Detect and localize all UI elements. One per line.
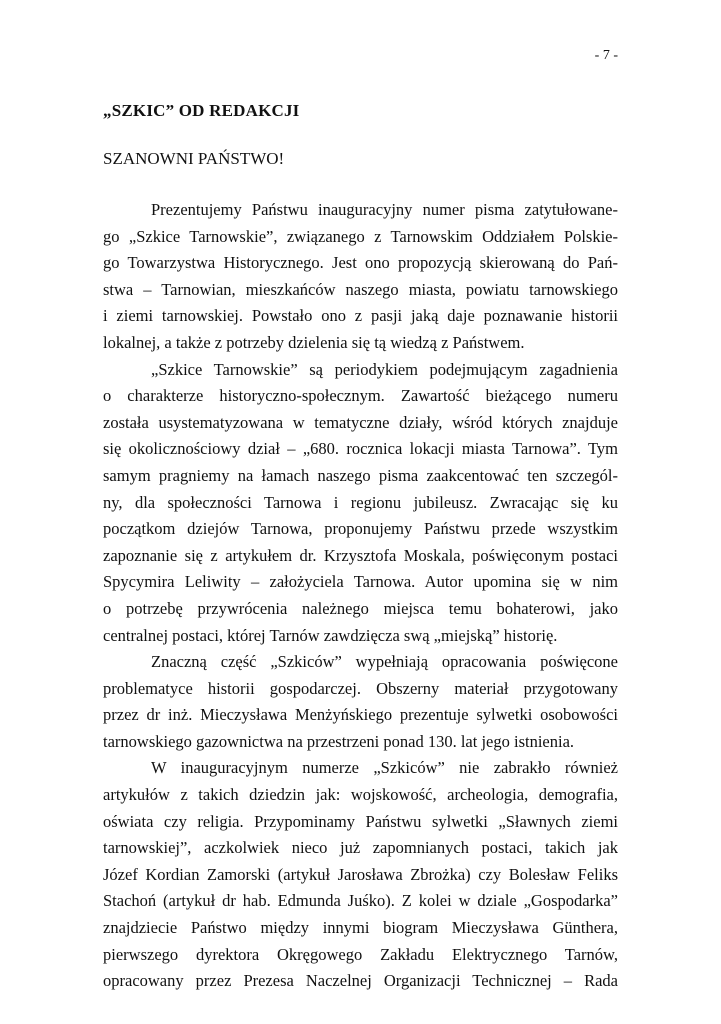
text-line: Józef Kordian Zamorski (artykuł Jarosława Zbrożka) czy Bolesław Feliks [103,864,618,884]
paragraph [103,197,618,357]
text-line: przez dr inż. Mieczysława Menżyńskiego prezentuje sylwetki osobowości [103,705,618,725]
text-line: oświata czy religia. Przypominamy Państwu sylwetki „Sławnych ziemi [103,811,618,831]
text-line: „Szkice Tarnowskie” są periodykiem podejmującym zagadnienia [151,359,618,379]
text-line: opracowany przez Prezesa Naczelnej Organizacji Technicznej – Rada [103,971,618,991]
text-line: go Towarzystwa Historycznego. Jest ono propozycją skierowaną do Pań- [103,253,618,273]
text-line: tarnowskiej”, aczkolwiek nieco już zapomnianych postaci, takich jak [103,838,618,858]
text-line: W inauguracyjnym numerze „Szkiców” nie zabrakło również [151,758,618,778]
text-line: Prezentujemy Państwu inauguracyjny numer pisma zatytułowane- [151,200,618,219]
paragraph [103,649,618,755]
text-line: zapoznanie się z artykułem dr. Krzysztofa Moskala, poświęconym postaci [103,545,618,565]
text-line: i ziemi tarnowskiej. Powstało ono z pasji jaką daje poznawanie historii [103,306,618,326]
paragraph [103,755,618,994]
text-line: stwa – Tarnowian, mieszkańców naszego miasta, powiatu tarnowskiego [103,279,618,299]
text-line: Znaczną część „Szkiców” wypełniają opracowania poświęcone [151,652,618,672]
text-line: Stachoń (artykuł dr hab. Edmunda Juśko). Z kolei w dziale „Gospodarka” [103,891,618,911]
text-line: problematyce historii gospodarczej. Obszerny materiał przygotowany [103,678,618,698]
text-line: ny, dla społeczności Tarnowa i regionu jubileusz. Zwracając się ku [103,492,618,512]
text-line: pierwszego dyrektora Okręgowego Zakładu Elektrycznego Tarnów, [103,944,618,964]
paragraph [103,357,618,650]
text-line: lokalnej, a także z potrzeby dzielenia się tą wiedzą z Państwem. [103,332,525,352]
text-line: została usystematyzowana w tematyczne działy, wśród których znajduje [103,412,618,432]
text-line: o charakterze historyczno-społecznym. Zawartość bieżącego numeru [103,386,618,406]
text-line: go „Szkice Tarnowskie”, związanego z Tarnowskim Oddziałem Polskie- [103,226,618,246]
text-line: artykułów z takich dziedzin jak: wojskowość, archeologia, demografia, [103,785,618,805]
page-number: - 7 - [594,48,618,63]
body-text [103,197,618,995]
text-line: Spycymira Leliwity – założyciela Tarnowa. Autor upomina się w nim [103,572,618,592]
text-line: się okolicznościowy dział – „680. rocznica lokacji miasta Tarnowa”. Tym [103,439,618,459]
text-line: znajdziecie Państwo między innymi biogram Mieczysława Günthera, [103,918,618,938]
text-line: początkom dziejów Tarnowa, proponujemy Państwu przede wszystkim [103,519,618,539]
text-line: samym pragniemy na łamach naszego pisma zaakcentować ten szczegól- [103,465,618,485]
salutation: SZANOWNI PAŃSTWO! [103,149,285,168]
text-line: centralnej postaci, której Tarnów zawdzięcza swą „miejską” historię. [103,625,558,645]
page-title: „SZKIC” OD REDAKCJI [103,101,300,120]
text-line: o potrzebę przywrócenia należnego miejsca temu bohaterowi, jako [103,598,618,618]
text-line: tarnowskiego gazownictwa na przestrzeni ponad 130. lat jego istnienia. [103,731,575,751]
